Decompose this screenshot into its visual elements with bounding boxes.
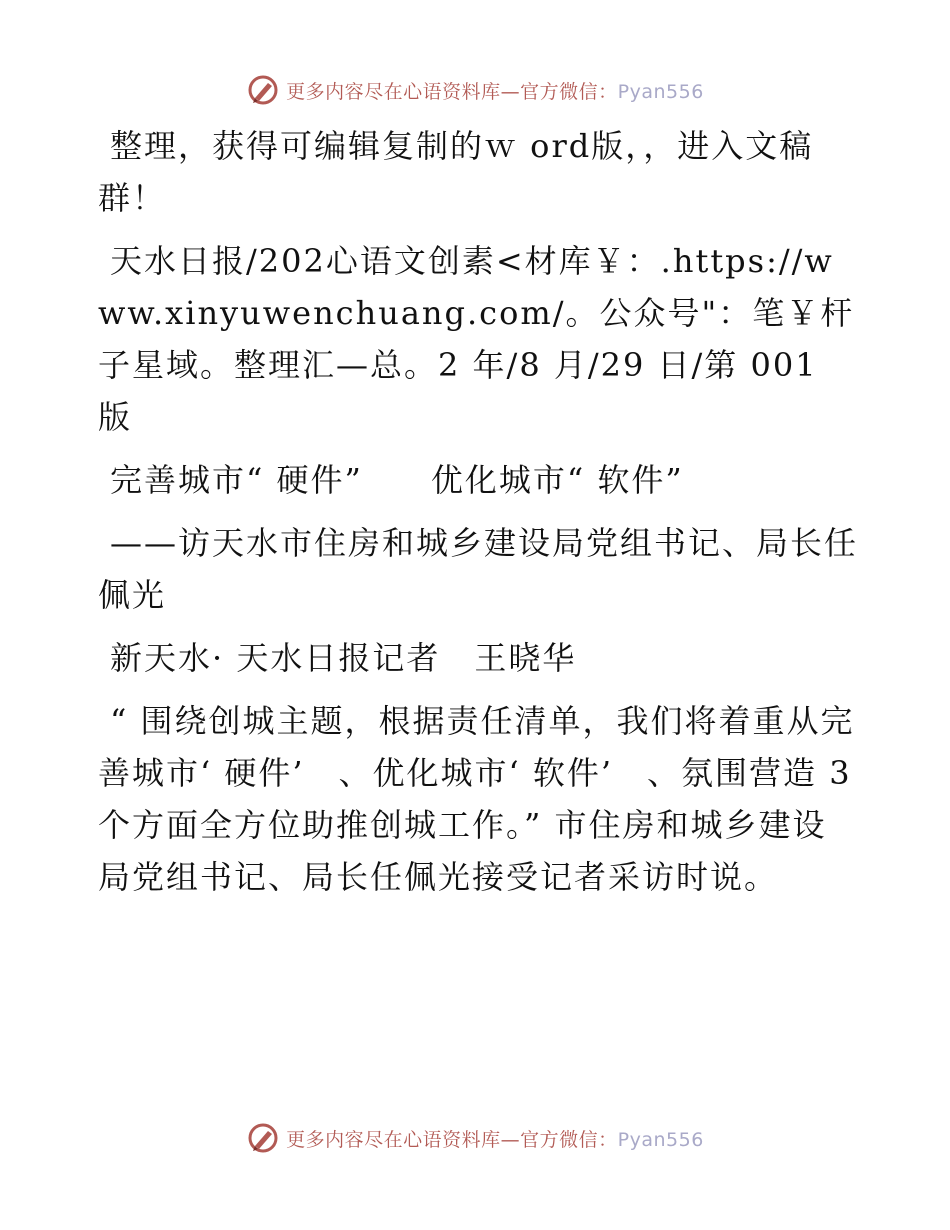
banner-text: [286, 1125, 704, 1152]
banner-text: [286, 77, 704, 104]
header-banner: [0, 70, 950, 110]
wechat-id: Pyan556: [617, 80, 704, 103]
paragraph-source: 天水日报/202心语文创素<材库￥：.https://www.xinyuwenchuang.com/。公众号"：笔￥杆子星域。整理汇—总。2 年/8 月/29 日/第 001 版: [98, 242, 855, 436]
wechat-id: Pyan556: [617, 1128, 704, 1151]
document-body: [98, 120, 864, 910]
pen-logo-icon: [246, 73, 280, 107]
pen-logo-icon: [246, 1121, 280, 1155]
banner-label: 更多内容尽在心语资料库—官方微信：: [286, 80, 618, 103]
article-subtitle: ——访天水市住房和城乡建设局党组书记、局长任佩光: [98, 524, 859, 614]
banner-label: 更多内容尽在心语资料库—官方微信：: [286, 1128, 618, 1151]
article-body-paragraph: “ 围绕创城主题，根据责任清单，我们将着重从完善城市‘ 硬件’ 、优化城市‘ 软件’ 、氛围营造 3 个方面全方位助推创城工作。” 市住房和城乡建设局党组书记、局长任佩光接受记者采访时说。: [98, 702, 864, 896]
article-title: 完善城市“ 硬件” 优化城市“ 软件”: [110, 461, 684, 499]
footer-banner: [0, 1118, 950, 1158]
paragraph-intro: 整理，获得可编辑复制的ｗ ord版，，进入文稿群！: [98, 127, 814, 217]
article-byline: 新天水· 天水日报记者 王晓华: [110, 639, 577, 677]
